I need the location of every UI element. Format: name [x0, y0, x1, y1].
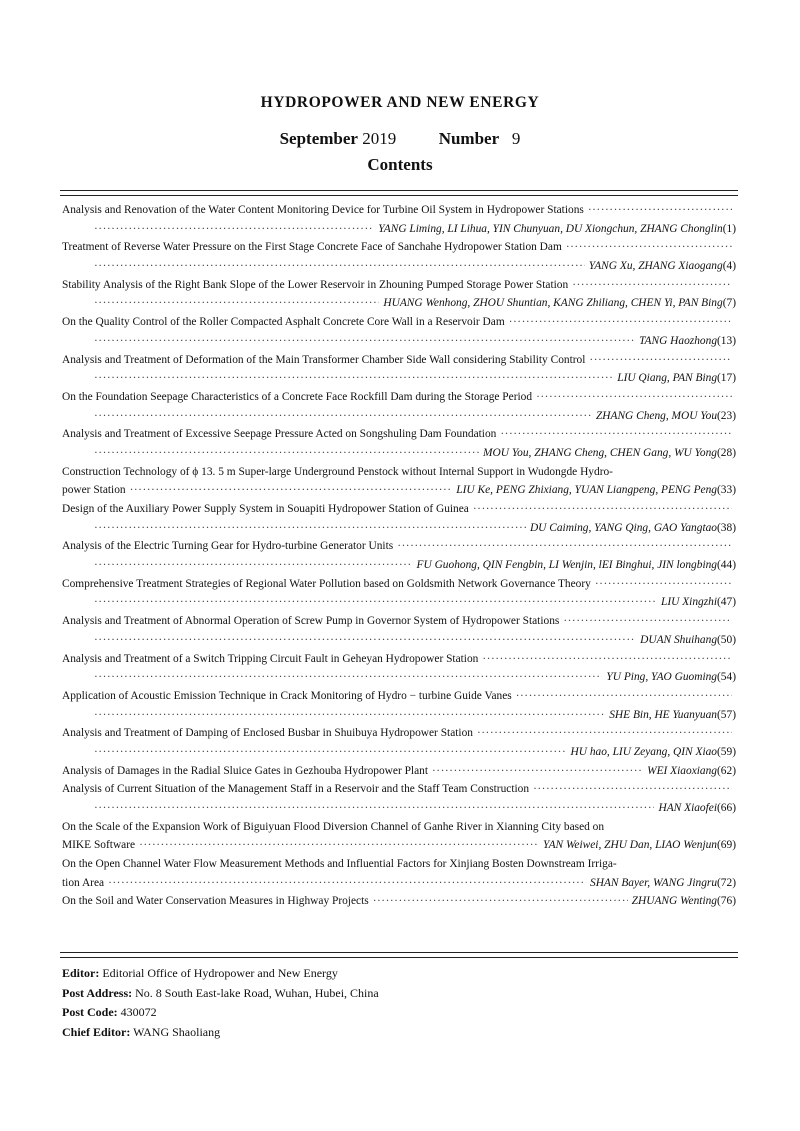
- postcode-label: Post Code:: [62, 1005, 118, 1019]
- dot-leader: [94, 799, 654, 818]
- toc-page-number: (57): [717, 708, 736, 721]
- dot-leader: [589, 351, 732, 370]
- toc-page-number: (7): [722, 297, 736, 310]
- toc-authors: [609, 706, 736, 725]
- dot-leader: [533, 780, 732, 799]
- issue-line: [0, 129, 800, 149]
- toc-author-names: TANG Haozhong: [639, 334, 718, 347]
- address-row: [62, 984, 736, 1004]
- toc-page-number: (76): [717, 895, 736, 908]
- dot-leader: [94, 743, 567, 762]
- toc-title: Analysis and Treatment of Damping of Enclosed Busbar in Shuibuya Hydropower Station: [62, 727, 473, 740]
- toc-author-names: WEI Xiaoxiang: [647, 764, 718, 777]
- dot-leader: [139, 836, 539, 855]
- dot-leader: [397, 537, 732, 556]
- dot-leader: [94, 668, 602, 687]
- toc-page-number: (33): [717, 484, 736, 497]
- toc-author-names: SHAN Bayer, WANG Jingru: [590, 876, 718, 889]
- toc-title: On the Open Channel Water Flow Measurement Methods and Influential Factors for Xinjiang Bosten Downstream Irriga-: [62, 858, 617, 871]
- toc-title: On the Scale of the Expansion Work of Biguiyuan Flood Diversion Channel of Ganhe River in Xianning City based on: [62, 820, 605, 833]
- dot-leader: [477, 724, 732, 743]
- dot-leader: [572, 276, 732, 295]
- toc-page-number: (28): [717, 446, 736, 459]
- toc-author-names: ZHANG Cheng, MOU You: [595, 409, 718, 422]
- toc-page-number: (17): [717, 372, 736, 385]
- toc-title-continued: tion Area: [62, 876, 105, 889]
- toc-entry: [62, 650, 736, 687]
- toc-author-names: YU Ping, YAO Guoming: [606, 671, 718, 684]
- toc-page-number: (23): [717, 409, 736, 422]
- dot-leader: [373, 892, 628, 911]
- dot-leader: [94, 444, 479, 463]
- dot-leader: [94, 220, 374, 239]
- toc-page-number: (50): [717, 633, 736, 646]
- toc-title: Analysis of Current Situation of the Management Staff in a Reservoir and the Staff Team Construction: [62, 783, 530, 796]
- chief-editor-value: WANG Shaoliang: [133, 1024, 221, 1039]
- dot-leader: [94, 556, 413, 575]
- toc-author-names: LIU Ke, PENG Zhixiang, YUAN Liangpeng, PENG Peng: [456, 484, 718, 497]
- issue-number: 9: [511, 129, 521, 148]
- toc-author-names: HU hao, LIU Zeyang, QIN Xiao: [570, 745, 718, 758]
- toc-title: On the Quality Control of the Roller Compacted Asphalt Concrete Core Wall in a Reservoir Dam: [62, 316, 505, 329]
- dot-leader: [94, 332, 635, 351]
- toc-title: On the Foundation Seepage Characteristics of a Concrete Face Rockfill Dam during the Storage Period: [62, 390, 533, 403]
- toc-authors: [639, 332, 736, 351]
- toc-page-number: (4): [722, 260, 736, 273]
- issue-number-label: Number: [438, 129, 500, 148]
- dot-leader: [536, 388, 732, 407]
- toc-title: Analysis and Treatment of Excessive Seepage Pressure Acted on Songshuling Dam Foundation: [62, 428, 497, 441]
- toc-entry: [62, 313, 736, 350]
- toc-entry: [62, 855, 736, 892]
- journal-title: HYDROPOWER AND NEW ENERGY: [260, 94, 540, 111]
- toc-authors: [571, 743, 736, 762]
- toc-entry: [62, 351, 736, 388]
- toc-title: Construction Technology of ϕ 13. 5 m Super-large Underground Penstock without Internal Support in Wudongde Hydro-: [62, 465, 613, 478]
- toc-entry: [62, 238, 736, 275]
- issue-year: 2019: [362, 129, 397, 148]
- toc-entry: [62, 388, 736, 425]
- toc-entry: [62, 762, 736, 781]
- toc-authors: [417, 556, 736, 575]
- toc-entry: [62, 463, 736, 500]
- address-value: No. 8 South East-lake Road, Wuhan, Hubei, China: [135, 985, 379, 1000]
- toc-author-names: LIU Xingzhi: [661, 596, 718, 609]
- dot-leader: [509, 313, 732, 332]
- toc-entry: [62, 612, 736, 649]
- toc-entry: [62, 780, 736, 817]
- dot-leader: [595, 575, 732, 594]
- toc-title: Design of the Auxiliary Power Supply System in Souapiti Hydropower Station of Guinea: [62, 503, 469, 515]
- toc-entry: [62, 575, 736, 612]
- toc-page-number: (44): [717, 559, 736, 572]
- chief-editor-label: Chief Editor:: [62, 1024, 131, 1039]
- toc-author-names: SHE Bin, HE Yuanyuan: [609, 708, 718, 721]
- toc-authors: [456, 481, 736, 500]
- dot-leader: [516, 687, 732, 706]
- toc-title: Analysis and Treatment of Deformation of the Main Transformer Chamber Side Wall considering Stability Control: [62, 353, 586, 366]
- dot-leader: [566, 238, 732, 257]
- dot-leader: [94, 519, 526, 538]
- toc-author-names: DUAN Shuihang: [640, 633, 718, 646]
- bottom-double-rule: [60, 952, 738, 958]
- toc-author-names: HUANG Wenhong, ZHOU Shuntian, KANG Zhiliang, CHEN Yi, PAN Bing: [383, 297, 723, 310]
- toc-entry: [62, 500, 736, 537]
- table-of-contents: [62, 201, 736, 911]
- toc-authors: [617, 369, 736, 388]
- toc-author-names: HAN Xiaofei: [658, 802, 718, 814]
- toc-entry: [62, 818, 736, 855]
- dot-leader: [94, 631, 636, 650]
- toc-page-number: (66): [717, 802, 736, 814]
- toc-entry: [62, 724, 736, 761]
- toc-page-number: (1): [722, 222, 736, 235]
- toc-entry: [62, 892, 736, 911]
- top-double-rule: [60, 190, 738, 196]
- toc-title: Application of Acoustic Emission Technique in Crack Monitoring of Hydro − turbine Guide Vanes: [62, 689, 512, 702]
- toc-authors: [589, 257, 736, 276]
- toc-authors: [378, 220, 736, 239]
- toc-author-names: MOU You, ZHANG Cheng, CHEN Gang, WU Yong: [483, 446, 718, 459]
- toc-title: Analysis of the Electric Turning Gear for Hydro-turbine Generator Units: [62, 540, 394, 553]
- dot-leader: [94, 593, 657, 612]
- toc-author-names: YAN Weiwei, ZHU Dan, LIAO Wenjun: [543, 839, 718, 852]
- toc-entry: [62, 687, 736, 724]
- toc-entry: [62, 201, 736, 238]
- toc-authors: [530, 519, 736, 538]
- issue-month: September: [279, 129, 358, 148]
- publication-info: [62, 964, 736, 1042]
- dot-leader: [563, 612, 732, 631]
- toc-page-number: (62): [717, 764, 736, 777]
- toc-authors: [383, 294, 736, 313]
- toc-page-number: (59): [717, 745, 736, 758]
- postcode-row: [62, 1003, 736, 1023]
- toc-author-names: YANG Liming, LI Lihua, YIN Chunyuan, DU Xiongchun, ZHANG Chonglin: [378, 222, 723, 235]
- editor-value: Editorial Office of Hydropower and New Energy: [102, 966, 338, 980]
- toc-author-names: FU Guohong, QIN Fengbin, LI Wenjin, lEI Binghui, JIN longbing: [416, 559, 718, 572]
- toc-authors: [647, 762, 736, 781]
- toc-page-number: (13): [717, 334, 736, 347]
- toc-entry: [62, 537, 736, 574]
- dot-leader: [130, 481, 453, 500]
- toc-author-names: YANG Xu, ZHANG Xiaogang: [588, 260, 723, 273]
- toc-title: Analysis of Damages in the Radial Sluice Gates in Gezhouba Hydropower Plant: [62, 764, 428, 777]
- toc-authors: [658, 799, 736, 818]
- toc-page-number: (54): [717, 671, 736, 684]
- toc-title-continued: MIKE Software: [62, 839, 136, 852]
- address-label: Post Address:: [62, 985, 133, 1000]
- toc-authors: [632, 892, 736, 911]
- dot-leader: [94, 706, 605, 725]
- dot-leader: [94, 257, 585, 276]
- toc-title: Analysis and Treatment of a Switch Tripping Circuit Fault in Geheyan Hydropower Station: [62, 652, 479, 665]
- toc-authors: [606, 668, 736, 687]
- dot-leader: [94, 294, 379, 313]
- dot-leader: [500, 425, 732, 444]
- dot-leader: [588, 201, 732, 220]
- toc-title: On the Soil and Water Conservation Measures in Highway Projects: [62, 895, 369, 908]
- toc-author-names: LIU Qiang, PAN Bing: [617, 372, 718, 385]
- postcode-value: 430072: [120, 1005, 157, 1019]
- dot-leader: [108, 874, 586, 893]
- toc-title: Analysis and Treatment of Abnormal Operation of Screw Pump in Governor System of Hydropower Stations: [62, 615, 560, 628]
- toc-entry: [62, 425, 736, 462]
- toc-authors: [543, 836, 736, 855]
- dot-leader: [432, 762, 643, 781]
- toc-title: Treatment of Reverse Water Pressure on the First Stage Concrete Face of Sanchahe Hydropower Station Dam: [62, 241, 562, 254]
- toc-page-number: (72): [717, 876, 736, 889]
- toc-page-number: (69): [717, 839, 736, 852]
- dot-leader: [94, 369, 613, 388]
- toc-title-continued: power Station: [62, 484, 126, 497]
- dot-leader: [94, 407, 592, 426]
- toc-page-number: (38): [717, 521, 736, 534]
- chief-editor-row: [62, 1023, 736, 1043]
- toc-title: Stability Analysis of the Right Bank Slope of the Lower Reservoir in Zhouning Pumped Storage Power Station: [62, 278, 569, 291]
- dot-leader: [473, 500, 732, 519]
- toc-authors: [640, 631, 736, 650]
- toc-title: Comprehensive Treatment Strategies of Regional Water Pollution based on Goldsmith Network Governance Theory: [62, 577, 591, 590]
- toc-title: Analysis and Renovation of the Water Content Monitoring Device for Turbine Oil System in Hydropower Stations: [62, 204, 584, 216]
- toc-entry: [62, 276, 736, 313]
- editor-label: Editor:: [62, 966, 100, 980]
- editor-row: [62, 964, 736, 984]
- toc-author-names: ZHUANG Wenting: [631, 895, 718, 908]
- toc-authors: [483, 444, 736, 463]
- toc-authors: [590, 874, 736, 893]
- toc-page-number: (47): [717, 596, 736, 609]
- toc-author-names: DU Caiming, YANG Qing, GAO Yangtao: [529, 521, 718, 534]
- contents-heading: Contents: [367, 155, 433, 174]
- toc-authors: [596, 407, 736, 426]
- toc-authors: [661, 593, 736, 612]
- dot-leader: [482, 650, 732, 669]
